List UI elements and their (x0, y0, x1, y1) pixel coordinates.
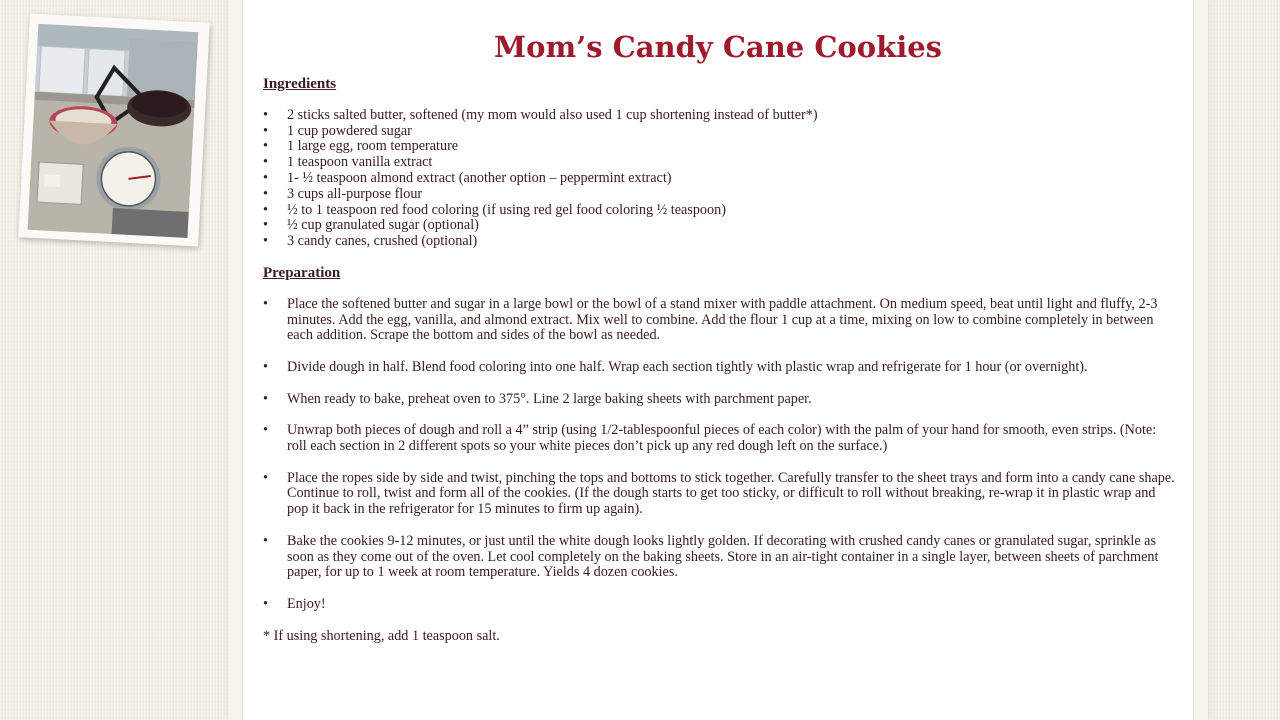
list-item: • Unwrap both pieces of dough and roll a 4” strip (using 1/2-tablespoonful pieces of each color) with the palm of your hand for smooth, even strips. (Note: roll each section in 2 different spots so your white pieces don’t pick up any red dough left on the surface.) (263, 422, 1157, 454)
ingredients-list (263, 108, 1178, 250)
list-item: • 1 teaspoon vanilla extract (263, 154, 433, 171)
list-item: • Enjoy! (263, 595, 326, 612)
bullet-icon: • (263, 154, 268, 171)
recipe-card (242, 0, 1194, 720)
bullet-icon: • (263, 217, 268, 234)
bullet-icon: • (263, 295, 268, 312)
list-item: • Place the softened butter and sugar in a large bowl or the bowl of a stand mixer with paddle attachment. On medium speed, beat until light and fluffy, 2-3 minutes. Add the egg, vanilla, and almond extract. Mix well to combine. Add the flour 1 cup at a time, mixing on low to combine completely in between each addition. Scrape the bottom and sides of the bowl as needed. (263, 295, 1158, 344)
bullet-icon: • (263, 138, 268, 155)
list-item: • 3 cups all-purpose flour (263, 185, 423, 202)
bullet-icon: • (263, 532, 268, 549)
list-item: • 1 cup powdered sugar (263, 122, 412, 139)
recipe-title: Mom’s Candy Cane Cookies (494, 30, 942, 64)
list-item: • 2 sticks salted butter, softened (my mom would also used 1 cup shortening instead of butter*) (263, 106, 818, 123)
list-item: • 1 large egg, room temperature (263, 138, 459, 155)
bullet-icon: • (263, 185, 268, 202)
preparation-list (263, 297, 1178, 613)
recipe-page (228, 0, 1208, 720)
list-item: • Place the ropes side by side and twist, pinching the tops and bottoms to stick together. Carefully transfer to the sheet trays and form into a candy cane shape. Continue to roll, twist and form all of the cookies. (If the dough starts to get too sticky, or difficult to roll without breaking, re-wrap it in plastic wrap and pop it back in the refrigerator for 15 minutes to firm up again). (263, 469, 1175, 518)
bullet-icon: • (263, 201, 268, 218)
list-item: • Divide dough in half. Blend food coloring into one half. Wrap each section tightly with plastic wrap and refrigerate for 1 hour (or overnight). (263, 358, 1088, 375)
kitchen-scene-illustration (28, 24, 199, 238)
list-item: • ½ cup granulated sugar (optional) (263, 217, 479, 234)
bullet-icon: • (263, 358, 268, 375)
bullet-icon: • (263, 469, 268, 486)
bullet-icon: • (263, 169, 268, 186)
preparation-heading: Preparation (263, 264, 341, 281)
kitchen-photo (18, 13, 209, 246)
list-item: • Bake the cookies 9-12 minutes, or just until the white dough looks lightly golden. If decorating with crushed candy canes or granulated sugar, sprinkle as soon as they come out of the oven. Let cool completely on the baking sheets. Store in an air-tight container in a single layer, between sheets of parchment paper, for up to 1 week at room temperature. Yields 4 dozen cookies. (263, 532, 1159, 581)
list-item: • ½ to 1 teaspoon red food coloring (if using red gel food coloring ½ teaspoon) (263, 201, 726, 218)
bullet-icon: • (263, 122, 268, 139)
recipe-content (263, 77, 1178, 644)
bullet-icon: • (263, 595, 268, 612)
bullet-icon: • (263, 422, 268, 439)
photo-image (28, 24, 199, 238)
ingredients-heading: Ingredients (263, 76, 337, 92)
list-item: • When ready to bake, preheat oven to 375°. Line 2 large baking sheets with parchment paper. (263, 390, 812, 407)
list-item: • 1- ½ teaspoon almond extract (another option – peppermint extract) (263, 169, 672, 186)
bullet-icon: • (263, 390, 268, 407)
list-item: • 3 candy canes, crushed (optional) (263, 233, 478, 250)
shortening-note: * If using shortening, add 1 teaspoon salt. (263, 627, 500, 644)
bullet-icon: • (263, 106, 268, 123)
bullet-icon: • (263, 233, 268, 250)
